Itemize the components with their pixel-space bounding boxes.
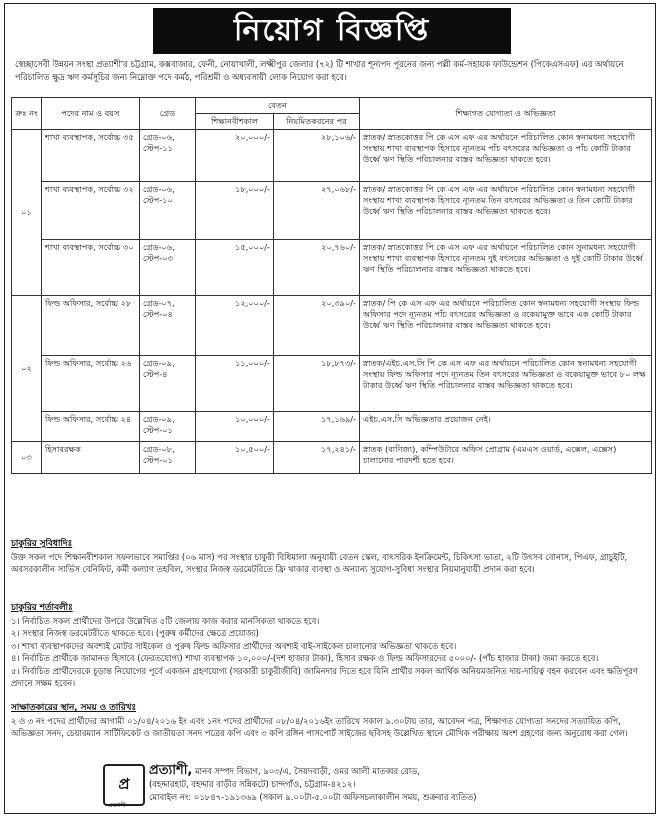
post-cell: শাখা ব্যবস্থাপক, সর্বোচ্চ ৩৫ xyxy=(42,130,140,182)
notice-heading: নিয়োগ বিজ্ঞপ্তি xyxy=(153,8,511,54)
grade-cell: গ্রেড-০৬, স্টেপ-১০ xyxy=(140,182,196,240)
post-cell: হিসাবরক্ষক xyxy=(42,442,140,474)
col-training-salary: শিক্ষানবীশকাল xyxy=(196,114,274,130)
benefits-title: চাকুরির সুবিধাদিঃ xyxy=(11,539,73,549)
qualification-cell: স্নাতক/ পি কে এস এফ এর অর্থায়নে পরিচালিত কোন স্বনামধন্য সহযোগী সংস্থায় ফিল্ড অফিসার পদে ন্যূনতম পাঁচ বৎসরের অভিজ্ঞতা ও বকেয়ামুক্ত ভাবে এক কোটি টাকার উর্ধ্বে ঋণ স্থিতি পরিচালনার বাস্তব অভিজ্ঞতা থাকতে হবে। xyxy=(360,296,652,356)
regular-salary-cell: ১৭,২৪১/- xyxy=(274,442,360,474)
training-salary-cell: ২০,০০০/- xyxy=(196,130,274,182)
phone-line: মোবাইল নং: ০১৮৪৭-১৯১৩৬৯ (সকাল ৯.০০টা-৫.০০টা অফিসচলাকালীন সময়, শুক্রবার ব্যতিত) xyxy=(149,792,477,802)
qualification-cell: স্নাতক (বাণিজ্য), কম্পিউটারে অফিস প্রোগ্রাম (এমএস ওয়ার্ড, এক্সেল, এক্সেস) চালানোর পারদর্শী হতে হবে। xyxy=(360,442,652,474)
regular-salary-cell: ২৭,০৬৮/- xyxy=(274,182,360,240)
col-qualification: শিক্ষাগত যোগ্যতা ও অভিজ্ঞতা xyxy=(360,98,652,130)
col-regular-salary: নিয়মিতকরনের পর xyxy=(274,114,360,130)
address-line-1: মানব সম্পদ বিভাগ, ৯০৩/এ, সৈয়দবাড়ী, ওমর আলী মাতব্বর রোড, xyxy=(195,766,420,776)
post-cell: শাখা ব্যবস্থাপক, সর্বোচ্চ ৩০ xyxy=(42,240,140,296)
table-row xyxy=(12,130,652,182)
table-row xyxy=(12,182,652,240)
condition-item: ৪। নির্বাচিত প্রার্থীকে জামানত হিসাবে (ফেরতযোগ্য) শাখা ব্যবস্থাপক ১০,০০০/-(দশ হাজার টাকা), হিসাব রক্ষক ও ফিল্ড অফিসারদের ৫০০০/- (পাঁচ হাজার টাকা) জমা করতে হবে। xyxy=(11,653,599,663)
col-salary: বেতন xyxy=(196,98,360,114)
qualification-cell: এইচ.এস.সি অভিজ্ঞতার প্রয়োজন নেই। xyxy=(360,412,652,442)
group-number: ০১ xyxy=(12,130,42,296)
conditions-title: চাকুরির শর্তাবলীঃ xyxy=(11,603,73,613)
regular-salary-cell: ২০,৭৬০/- xyxy=(274,240,360,296)
training-salary-cell: ১২,০০০/- xyxy=(196,296,274,356)
address-line-2: (বহদ্দারহাট, বহদ্দার বাড়ীর সন্নিকটে) চান্দগাঁও, চট্টগ্রাম-৪২১২। xyxy=(149,779,356,789)
training-salary-cell: ১৮,০০০/- xyxy=(196,182,274,240)
condition-item: ৫। নির্বাচিত প্রার্থীদেরকে চূড়ান্ত নিয়োগের পূর্বে একজন গ্রহণযোগ্য (সরকারী চাকুরীজীবি) জামিনদার দিতে হবে যিনি প্রার্থীর সকল আর্থিক অনিয়মজনিত দায়-দায়িত্ব বহন করবেন এবং ক্ষতিপূরণ প্রদানে সক্ষম হবেন। xyxy=(11,665,638,688)
interview-section xyxy=(11,702,651,740)
organization-logo-icon: প্র xyxy=(103,764,145,806)
grade-cell: গ্রেড-০৮, স্টেপ-০১ xyxy=(140,442,196,474)
condition-item: ২। সংস্থার নিজস্ব ডরমেটরীতে থাকতে হবে। (পুরুষ কর্মীদের ক্ষেত্রে প্রযোজ্য) xyxy=(11,628,259,638)
group-number: ০২ xyxy=(12,296,42,442)
grade-cell: গ্রেড-০৯, স্টেপ-৪ xyxy=(140,356,196,412)
training-salary-cell: ১৫,০০০/- xyxy=(196,240,274,296)
table-header-row xyxy=(12,98,652,114)
table-row xyxy=(12,442,652,474)
qualification-cell: স্নাতক/ স্নাতকোত্তর পি কে এস এফ এর অর্থায়নে পরিচালিত কোন স্বনামধন্য সহযোগী সংস্থায় শাখা ব্যবস্থাপক হিসাবে ন্যূনতম পাঁচ বৎসরের অভিজ্ঞতা ও পাঁচ কোটি টাকার উর্ধ্বে ঋণ স্থিতি পরিচালনার বাস্তব অভিজ্ঞতা থাকতে হবে। xyxy=(360,130,652,182)
benefits-section xyxy=(11,538,651,576)
conditions-section xyxy=(11,602,651,690)
grade-cell: গ্রেড-০৭, স্টেপ-০৪ xyxy=(140,296,196,356)
qualification-cell: স্নাতক/ স্নাতকোত্তর পি কে এস এফ এর অর্থায়নে পরিচালিত কোন সুনামধন্য সহযোগী সংস্থায় শাখা ব্যবস্থাপক হিসাবে ন্যূনতম দুই বৎসরের অভিজ্ঞতা ও দুই কোটি টাকার উর্ধ্বে ঋণ স্থিতি পরিচালনার বাস্তব অভিজ্ঞতা থাকতে হবে। xyxy=(360,240,652,296)
regular-salary-cell: ২৮,১০৬/- xyxy=(274,130,360,182)
table-row xyxy=(12,240,652,296)
contact-block xyxy=(149,764,649,804)
table-row xyxy=(12,412,652,442)
post-cell: শাখা ব্যবস্থাপক, সর্বোচ্চ ৩২ xyxy=(42,182,140,240)
post-cell: ফিল্ড অফিসার, সর্বোচ্চ ২৮ xyxy=(42,296,140,356)
condition-item: ৩। শাখা ব্যবস্থাপকদের অবশ্যই মোটর সাইকেল ও পুরুষ ফিল্ড অফিসার প্রার্থীদের অবশ্যই বাই-সাইকেল চালানোর অভিজ্ঞতা থাকতে হবে। xyxy=(11,640,457,651)
regular-salary-cell: ১৮,৮৭৩/- xyxy=(274,356,360,412)
grade-cell: গ্রেড-০৯, স্টেপ-০১ xyxy=(140,412,196,442)
table-row xyxy=(12,296,652,356)
organization-name: প্রত্যাশী, xyxy=(149,763,193,778)
regular-salary-cell: ২০,৩৯০/- xyxy=(274,296,360,356)
col-grade: গ্রেড xyxy=(140,98,196,130)
training-salary-cell: ১০,৫০০/- xyxy=(196,442,274,474)
post-cell: ফিল্ড অফিসার, সর্বোচ্চ ২৪ xyxy=(42,412,140,442)
interview-title: সাক্ষাতকারের স্থান, সময় ও তারিখঃ xyxy=(11,703,137,713)
interview-text: ২ ও ৩ নং পদের প্রার্থীদের আগামী ০১/০৪/২০১৬ ইং এবং ১নং পদের প্রার্থীদের ০৮/০৪/২০১৬ইং তারিখে সকাল ৯.৩০টায় তার, আবেদন পত্র, শিক্ষাগত যোগ্যতা সনদের সত্যায়িত কপি, অভিজ্ঞতা সনদ, চেয়ারম্যান সার্টিফিকেট ও জাতীয়তা সনদ পত্রের কপি এবং ৩ কপি রঙ্গিন পাসপোর্ট সাইজের ছবিসহ উল্লেখিত স্থানে মৌখিক পরীক্ষায় অংশ গ্রহণের জন্য অনুরোধ করা গেল। xyxy=(11,715,628,738)
grade-cell: গ্রেড-০৬, স্টেপ-০৩ xyxy=(140,240,196,296)
positions-table xyxy=(11,97,652,474)
logo-caption: প্রত্যাশী xyxy=(108,802,126,809)
qualification-cell: স্নাতক/ স্নাতকোত্তর পি কে এস এফ এর অর্থায়নে পরিচালিত কোন স্বনামধন্য সহযোগী সংস্থায় শাখা ব্যবস্থাপক হিসাবে ন্যূনতম তিন বৎসরের অভিজ্ঞতা ও তিন কোটি টাকার উর্ধ্বে ঋণ স্থিতি পরিচালনার বাস্তব অভিজ্ঞতা থাকতে হবে। xyxy=(360,182,652,240)
intro-paragraph: স্বেচ্ছাসেবী উন্নয়ন সংস্থা প্রত্যাশী'র চট্টগ্রাম, কক্সবাজার, ফেনী, নোয়াখালী, লক্ষ্মীপুর জেলার (৭২) টি শাখার শূন্যপদ পূরনের জন্য পল্লী কর্ম-সহায়ক ফাউন্ডেশন (পিকেএসএফ) এর অর্থায়নে পরিচালিত ক্ষুদ্র ঋণ কর্মসূচির জন্য নিম্নোক্ত পদে কর্মঠ, পরিশ্রমী ও অধ্যবসায়ী লোক নিয়োগ করা হবে। xyxy=(15,59,624,82)
qualification-cell: স্নাতক/এইচ.এস.সি পি কে এস এফ এর অর্থায়নে পরিচালিত কোন স্বনামধন্য সহযোগী সংস্থায় ফিল্ড অফিসার পদে ন্যূনতম তিন বৎসরের অভিজ্ঞতা ও বকেয়ামুক্ত ভাবে ৮০ লক্ষ টাকার উর্ধ্বে ঋণ স্থিতি পরিচালনার বাস্তব অভিজ্ঞতা থাকতে হবে। xyxy=(360,356,652,412)
condition-item: ১। নির্বাচিত সকল প্রার্থীদের উপরে উল্লেখিত ৫টি জেলায় কাজ করার মানসিকতা থাকতে হবে। xyxy=(11,615,320,626)
regular-salary-cell: ১৭,১৬৯/- xyxy=(274,412,360,442)
benefits-text: উক্ত সকল পদে শিক্ষানবীশকাল সফলভাবে সমাপ্তির (০৬ মাস) পর সংস্থার চাকুরী বিধিমালা অনুযায়ী বেতন স্কেল, বাৎসরিক ইনক্রিমেন্ট, চিকিৎসা ভাতা, ২টি উৎসব বোনাস, পিএফ, গ্রাচুইটি, অবসরকালীন সার্ভিস বেনিফিট, কর্মী কল্যাণ তহবিল, সংস্থার নিজস্ব ডরমেটরিতে ফ্রি থাকার ব্যবস্থা ও অন্যান্য সুযোগ-সুবিধা সংস্থার নিয়মানুযায়ী প্রদান করা হবে। xyxy=(11,551,628,574)
table-row xyxy=(12,356,652,412)
training-salary-cell: ১১,০০০/- xyxy=(196,356,274,412)
col-serial: ক্রঃ নং xyxy=(12,98,42,130)
post-cell: ফিল্ড অফিসার, সর্বোচ্চ ২৬ xyxy=(42,356,140,412)
group-number: ০৩ xyxy=(12,442,42,474)
job-notice-page xyxy=(4,3,656,814)
col-post: পদের নাম ও বয়স xyxy=(42,98,140,130)
training-salary-cell: ১০,০০০/- xyxy=(196,412,274,442)
grade-cell: গ্রেড-০৬, স্টেপ-১১ xyxy=(140,130,196,182)
